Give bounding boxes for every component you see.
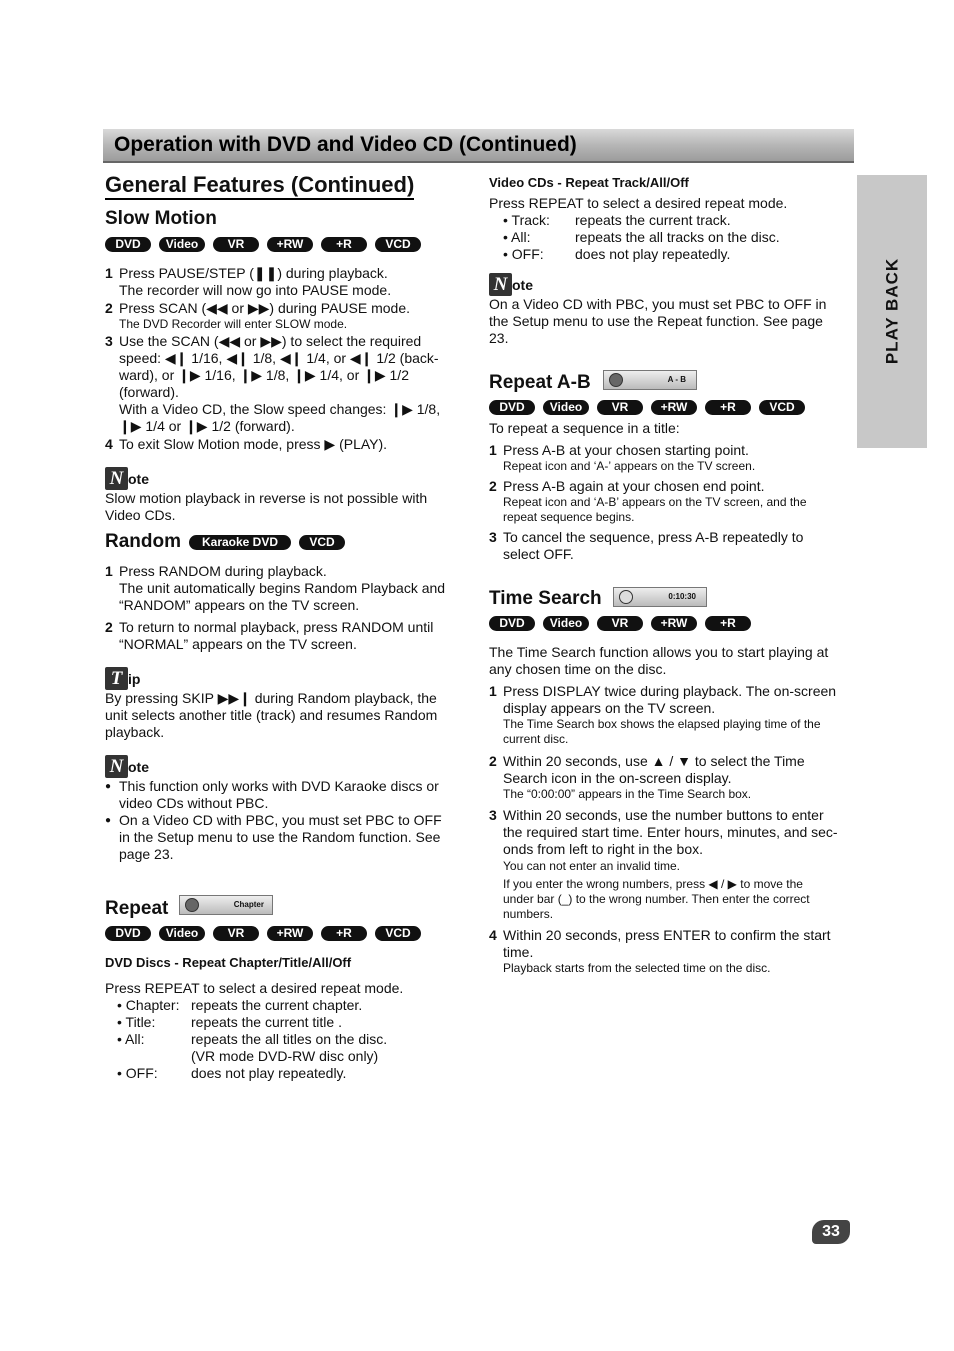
note-block: N ote On a Video CD with PBC, you must set PBC to OFF in the Setup menu to use the Repeat function. See page 23. [489, 274, 827, 346]
repeat-ab-heading: Repeat A-B [489, 372, 591, 393]
random-heading: Random [105, 531, 181, 552]
badge-dvd: DVD [489, 400, 535, 415]
note-bullet: ● This function only works with DVD Karaoke discs or video CDs without PBC. [105, 778, 439, 811]
badge-dvd: DVD [489, 616, 535, 631]
step-item: 2 Press SCAN (◀◀ or ▶▶) during PAUSE mode. The DVD Recorder will enter SLOW mode. [105, 300, 410, 331]
step-item: 1 Press DISPLAY twice during playback. The on-screen display appears on the TV screen. The Time Search box shows the elapsed playing time of the current disc. [489, 683, 837, 746]
page-number: 33 [812, 1220, 850, 1244]
page-title: General Features (Continued) [105, 172, 414, 198]
step-item: 2 Press A-B again at your chosen end point. Repeat icon and ‘A-B’ appears on the TV screen, and the repeat sequence begins. [489, 478, 807, 524]
vcd-repeat-section: Video CDs - Repeat Track/All/Off Press REPEAT to select a desired repeat mode. • Track: repeats the current track. • All: repeats the all tracks on the disc. • OFF: does not play repeatedly. N ote On a Video CD with PBC, you must set PBC to OFF in the Setup menu to use the Repeat function. See page 23. [489, 174, 854, 347]
badge-plus-r: +R [705, 616, 751, 631]
badge-video: Video [543, 616, 589, 631]
slow-motion-badges [105, 237, 470, 252]
side-tab-label: PLAY BACK [882, 257, 902, 365]
time-search-osd: 0:10:30 [613, 587, 707, 607]
badge-vcd: VCD [375, 237, 421, 252]
badge-vr: VR [597, 616, 643, 631]
clock-icon [619, 590, 633, 604]
badge-vcd: VCD [759, 400, 805, 415]
badge-karaoke-dvd: Karaoke DVD [189, 535, 291, 550]
badge-dvd: DVD [105, 237, 151, 252]
note-bullet: ● On a Video CD with PBC, you must set PBC to OFF in the Setup menu to use the Random function. See page 23. [105, 812, 442, 862]
step-item: 2 To return to normal playback, press RANDOM until “NORMAL” appears on the TV screen. [105, 619, 434, 652]
badge-vr: VR [597, 400, 643, 415]
repeat-icon [609, 373, 623, 387]
badge-plus-r: +R [321, 926, 367, 941]
time-search-heading: Time Search [489, 588, 602, 609]
vcd-repeat-heading: Video CDs - Repeat Track/All/Off [489, 175, 689, 190]
note-icon: N [105, 755, 128, 778]
badge-vr: VR [213, 926, 259, 941]
repeat-osd: Chapter [179, 895, 273, 915]
dvd-repeat-heading: DVD Discs - Repeat Chapter/Title/All/Off [105, 955, 352, 970]
side-tab [857, 175, 927, 448]
tip-block: T ip By pressing SKIP ▶▶❙ during Random playback, the unit selects another title (track) and resumes Random playback. [105, 668, 438, 740]
step-item: 1 Press RANDOM during playback. The unit automatically begins Random Playback and “RANDOM” appears on the TV screen. [105, 563, 446, 613]
step-item: 2 Within 20 seconds, use ▲ / ▼ to select the Time Search icon in the on-screen display. The “0:00:00” appears in the Time Search box. [489, 753, 805, 801]
badge-dvd: DVD [105, 926, 151, 941]
repeat-icon [185, 898, 199, 912]
badge-vcd: VCD [375, 926, 421, 941]
badge-plus-rw: +RW [267, 237, 313, 252]
step-item: 1 Press A-B at your chosen starting point. Repeat icon and ‘A-’ appears on the TV screen. [489, 442, 756, 473]
section-banner [103, 129, 854, 163]
repeat-ab-badges [489, 400, 854, 415]
random-section [105, 531, 470, 863]
time-search-intro: The Time Search function allows you to start playing at any chosen time on the disc. [489, 644, 829, 677]
badge-video: Video [159, 237, 205, 252]
badge-video: Video [159, 926, 205, 941]
note-block: N ote Slow motion playback in reverse is not possible with Video CDs. [105, 468, 428, 523]
badge-vr: VR [213, 237, 259, 252]
vcd-repeat-list: • Track: repeats the current track. • All: repeats the all tracks on the disc. • OFF: does not play repeatedly. [503, 212, 780, 262]
step-item: 3 Use the SCAN (◀◀ or ▶▶) to select the required speed: ◀❙ 1/16, ◀❙ 1/8, ◀❙ 1/4, or ◀❙ 1/2 (back- ward), or ❙▶ 1/16, ❙▶ 1/8, ❙▶ 1/4, or ❙▶ 1/2 (forward). With a Video CD, the Slow speed changes: ❙▶ 1/8, ❙▶ 1/4 or ❙▶ 1/2 (forward). [105, 333, 441, 434]
badge-plus-rw: +RW [651, 400, 697, 415]
badge-plus-r: +R [321, 237, 367, 252]
slow-motion-steps [105, 265, 470, 453]
repeat-section: Repeat Chapter DVD Video VR +RW +R VCD DVD Discs - Repeat Chapter/Title/All/Off Press REPEAT to select a desired repeat mode. • Chapter: repeats the current chapter. • Title: repeats the current title . • All: repeats the all titles on the disc. (VR mode DVD-RW disc only) • OFF: does not play repeatedly. [105, 895, 470, 1082]
badge-video: Video [543, 400, 589, 415]
note-icon: N [489, 273, 512, 296]
banner-title: Operation with DVD and Video CD (Continued) [114, 133, 577, 156]
note-block: N ote ● This function only works with DVD Karaoke discs or video CDs without PBC. ● On a Video CD with PBC, you must set PBC to OFF in the Setup menu to use the Random function. See page 23. [105, 755, 470, 863]
repeat-ab-section: Repeat A-B A - B DVD Video VR +RW +R VCD To repeat a sequence in a title: 1 Press A-B at your chosen starting point. Repeat icon and ‘A-’ appears on the TV screen. 2 Press A-B again at your chosen end point. Repeat icon and ‘A-B’ appears on the TV screen, and the repeat sequence begins. 3 To cancel the sequence, press A-B repeatedly to select OFF. [489, 370, 854, 563]
slow-motion-heading: Slow Motion [105, 208, 217, 229]
badge-plus-r: +R [705, 400, 751, 415]
badge-plus-rw: +RW [267, 926, 313, 941]
repeat-ab-osd: A - B [603, 370, 697, 390]
time-search-badges [489, 616, 854, 631]
tip-icon: T [105, 667, 128, 690]
step-item: 3 To cancel the sequence, press A-B repeatedly to select OFF. [489, 529, 804, 562]
step-item: 4 To exit Slow Motion mode, press ▶ (PLAY). [105, 436, 388, 452]
badge-vcd: VCD [299, 535, 345, 550]
slow-motion-section [105, 208, 470, 524]
repeat-heading: Repeat [105, 898, 169, 919]
step-item: 4 Within 20 seconds, press ENTER to confirm the start time. Playback starts from the selected time on the disc. [489, 927, 831, 975]
time-search-section [489, 586, 854, 976]
repeat-badges [105, 926, 470, 941]
badge-plus-rw: +RW [651, 616, 697, 631]
step-item: 1 Press PAUSE/STEP (❚❚) during playback. The recorder will now go into PAUSE mode. [105, 265, 392, 298]
repeat-mode-list: • Chapter: repeats the current chapter. • Title: repeats the current title . • All: repeats the all titles on the disc. (VR mode DVD-RW disc only) • OFF: does not play repeatedly. [117, 997, 388, 1081]
step-item: 3 Within 20 seconds, use the number buttons to enter the required start time. Enter hours, minutes, and sec- onds from left to right in the box. You can not enter an invalid time. If you enter the wrong numbers, press ◀ / ▶ to move the under bar (_) to the wrong number. Then enter the correct numbers. [489, 807, 838, 921]
note-icon: N [105, 467, 128, 490]
